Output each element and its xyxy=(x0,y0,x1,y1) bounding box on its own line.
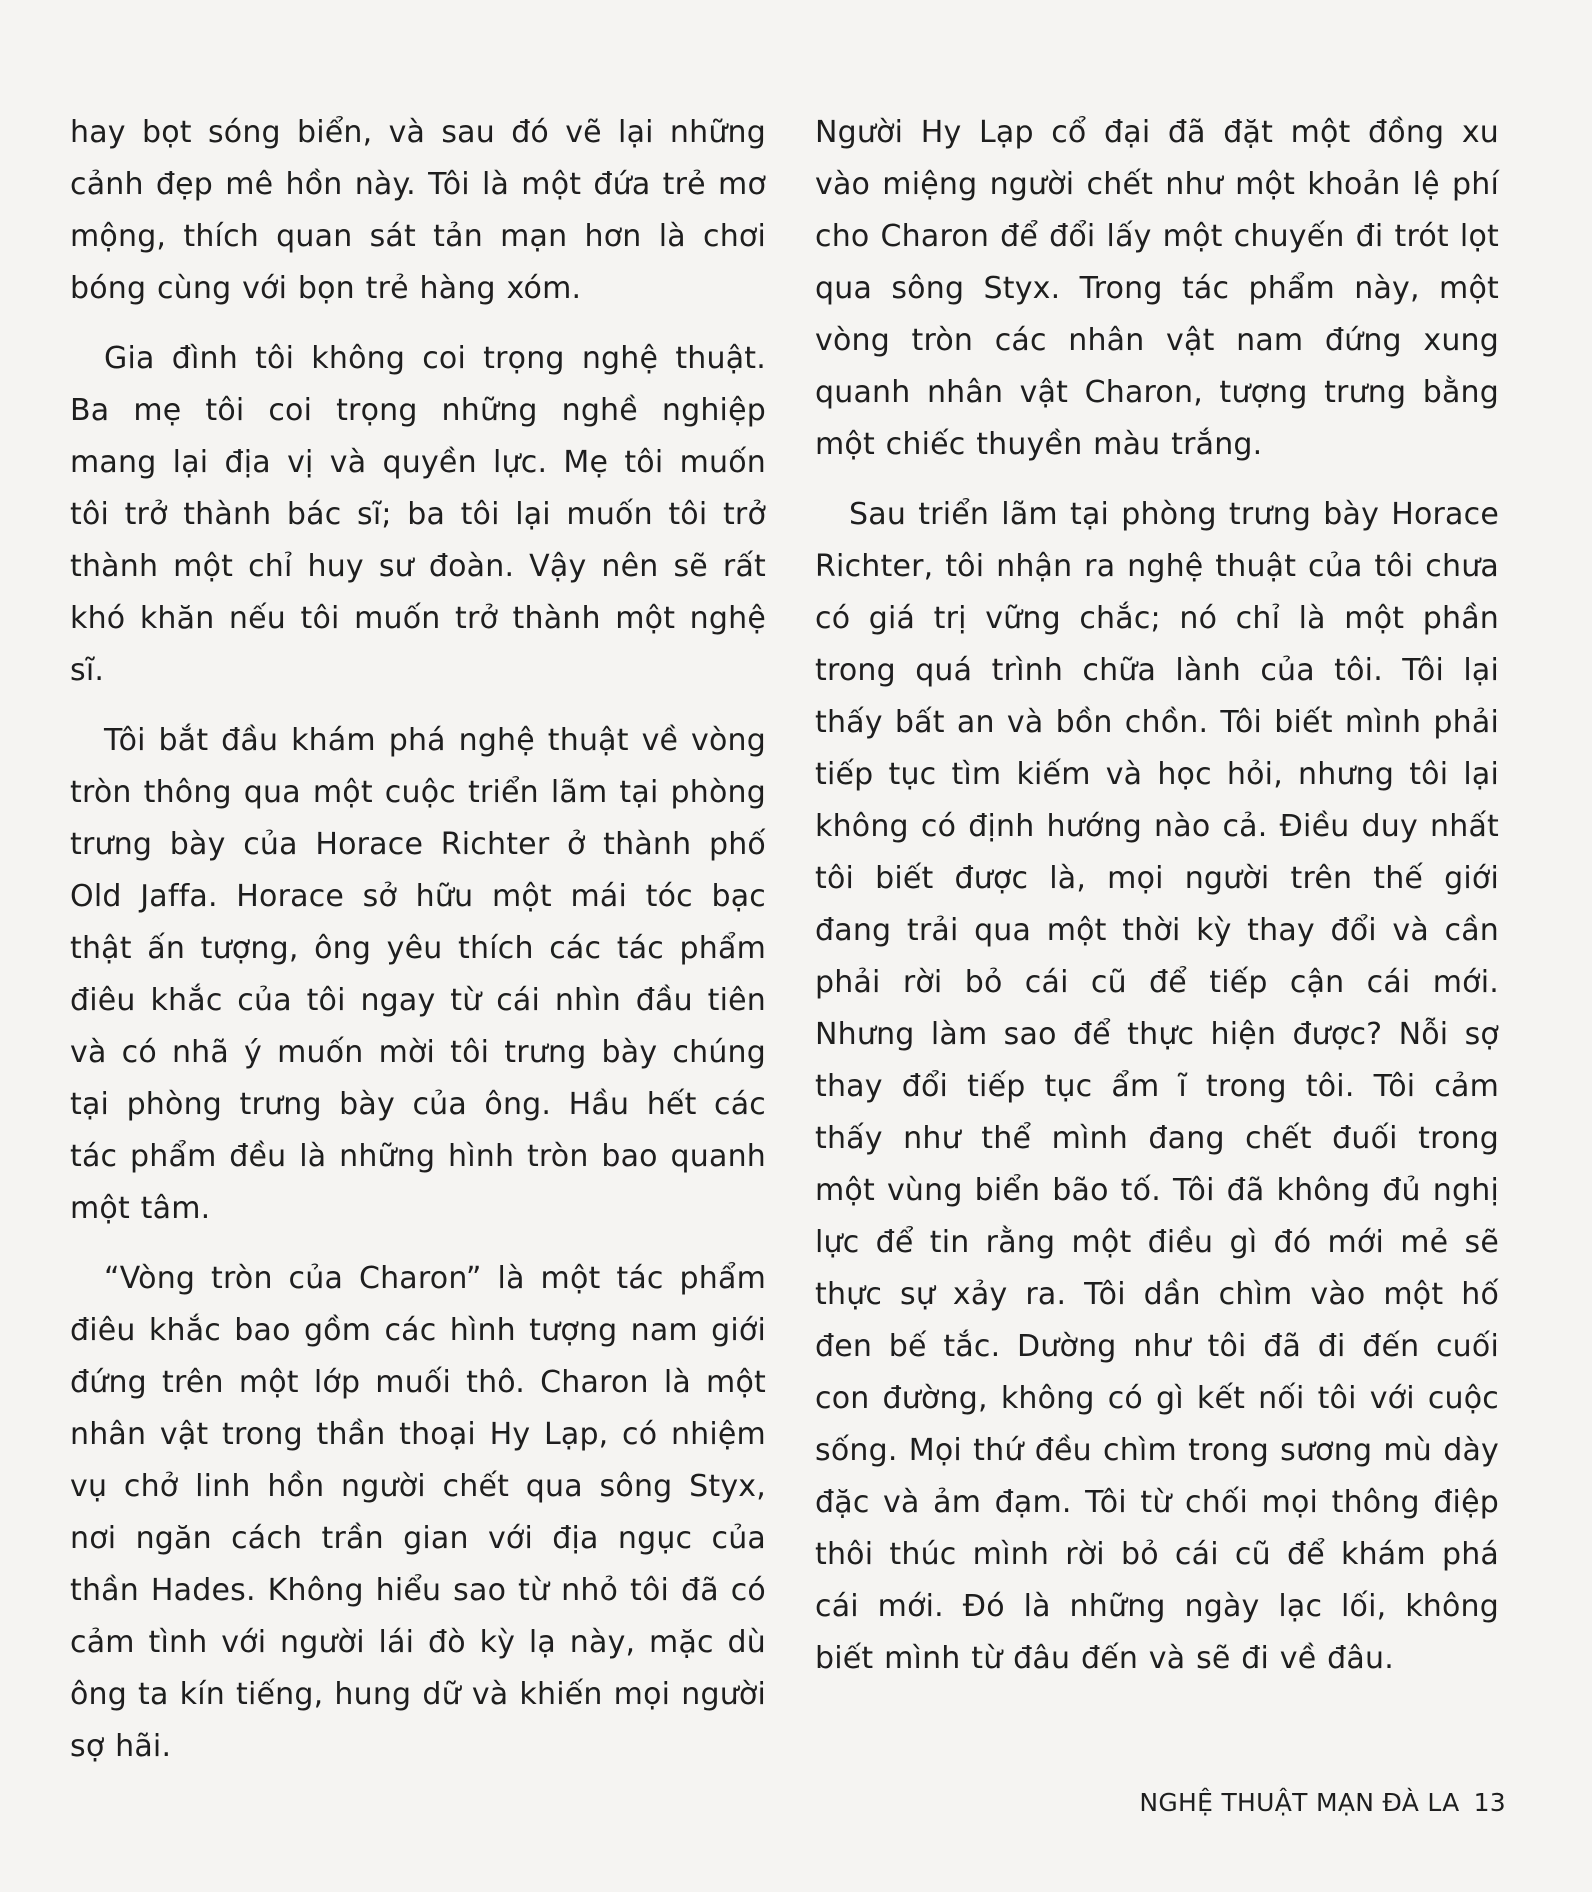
paragraph: Sau triển lãm tại phòng trưng bày Horace Richter, tôi nhận ra nghệ thuật của tôi chưa có giá trị vững chắc; nó chỉ là một phần trong quá trình chữa lành của tôi. Tôi lại thấy bất an và bồn chồn. Tôi biết mình phải tiếp tục tìm kiếm và học hỏi, nhưng tôi lại không có định hướng nào cả. Điều duy nhất tôi biết được là, mọi người trên thế giới đang trải qua một thời kỳ thay đổi và cần phải rời bỏ cái cũ để tiếp cận cái mới. Nhưng làm sao để thực hiện được? Nỗi sợ thay đổi tiếp tục ẩm ĩ trong tôi. Tôi cảm thấy như thể mình đang chết đuối trong một vùng biển bão tố. Tôi đã không đủ nghị lực để tin rằng một điều gì đó mới mẻ sẽ thực sự xảy ra. Tôi dần chìm vào một hố đen bế tắc. Dường như tôi đã đi đến cuối con đường, không có gì kết nối tôi với cuộc sống. Mọi thứ đều chìm trong sương mù dày đặc và ảm đạm. Tôi từ chối mọi thông điệp thôi thúc mình rời bỏ cái cũ để khám phá cái mới. Đó là những ngày lạc lối, không biết mình từ đâu đến và sẽ đi về đâu. xyxy=(815,497,1499,1676)
left-text-column xyxy=(70,107,766,1791)
page-number: 13 xyxy=(1473,1788,1506,1817)
paragraph: “Vòng tròn của Charon” là một tác phẩm điêu khắc bao gồm các hình tượng nam giới đứng trên một lớp muối thô. Charon là một nhân vật trong thần thoại Hy Lạp, có nhiệm vụ chở linh hồn người chết qua sông Styx, nơi ngăn cách trần gian với địa ngục của thần Hades. Không hiểu sao từ nhỏ tôi đã có cảm tình với người lái đò kỳ lạ này, mặc dù ông ta kín tiếng, hung dữ và khiến mọi người sợ hãi. xyxy=(70,1261,766,1764)
paragraph: hay bọt sóng biển, và sau đó vẽ lại những cảnh đẹp mê hồn này. Tôi là một đứa trẻ mơ mộng, thích quan sát tản mạn hơn là chơi bóng cùng với bọn trẻ hàng xóm. xyxy=(70,115,766,306)
running-title: NGHỆ THUẬT MẠN ĐÀ LA xyxy=(1139,1788,1460,1817)
page-footer xyxy=(1139,1788,1506,1817)
paragraph: Gia đình tôi không coi trọng nghệ thuật. Ba mẹ tôi coi trọng những nghề nghiệp mang lại địa vị và quyền lực. Mẹ tôi muốn tôi trở thành bác sĩ; ba tôi lại muốn tôi trở thành một chỉ huy sư đoàn. Vậy nên sẽ rất khó khăn nếu tôi muốn trở thành một nghệ sĩ. xyxy=(70,341,766,688)
paragraph: Tôi bắt đầu khám phá nghệ thuật về vòng tròn thông qua một cuộc triển lãm tại phòng trưng bày của Horace Richter ở thành phố Old Jaffa. Horace sở hữu một mái tóc bạc thật ấn tượng, ông yêu thích các tác phẩm điêu khắc của tôi ngay từ cái nhìn đầu tiên và có nhã ý muốn mời tôi trưng bày chúng tại phòng trưng bày của ông. Hầu hết các tác phẩm đều là những hình tròn bao quanh một tâm. xyxy=(70,723,766,1226)
paragraph: Người Hy Lạp cổ đại đã đặt một đồng xu vào miệng người chết như một khoản lệ phí cho Charon để đổi lấy một chuyến đi trót lọt qua sông Styx. Trong tác phẩm này, một vòng tròn các nhân vật nam đứng xung quanh nhân vật Charon, tượng trưng bằng một chiếc thuyền màu trắng. xyxy=(815,115,1499,462)
right-text-column xyxy=(815,107,1499,1703)
